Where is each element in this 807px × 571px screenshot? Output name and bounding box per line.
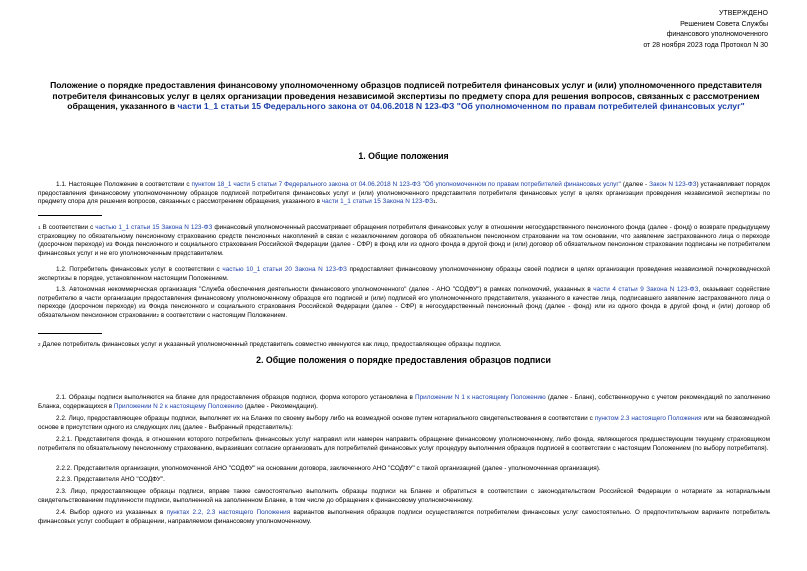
approval-line: Решением Совета Службы bbox=[680, 20, 768, 28]
paragraph-2-2: 2.2. Лицо, предоставляющее образцы подписи, выполняет их на Бланке по своему выбору либо на возмездной основе путем нотариального свидетельствования в соответствии с пунктом 2.3 настоящего Положения или на безвозмездной основе в присутствии одного из следующих лиц (далее - Выбранный представитель): bbox=[38, 415, 770, 431]
footnote-mark: 1 bbox=[38, 225, 41, 230]
law-link[interactable]: частью 10_1 статьи 20 Закона N 123-ФЗ bbox=[222, 266, 347, 273]
law-link[interactable]: частью 1_1 статьи 15 Закона N 123-ФЗ bbox=[95, 224, 213, 231]
law-link[interactable]: части 1_1 статьи 15 Закона N 123-ФЗ bbox=[321, 198, 434, 206]
paragraph-1-1: 1.1. Настоящее Положение в соответствии с пунктом 18_1 части 5 статьи 7 Федерального закона от 04.06.2018 N 123-ФЗ "Об уполномоченном по правам потребителей финансовых услуг" (далее - Закон N 123-ФЗ) устанавливает порядок предоставления финансовому уполномоченному образцов подписей потребителя финансовых услуг и (или) уполномоченного представителя потребителя финансовых услуг в целях организации проведения независимой экспертизы по предмету спора для решения вопросов, связанных с рассмотрением обращения, указанного в части 1_1 статьи 15 Закона N $123-ФЗ^1$. bbox=[38, 181, 771, 206]
paragraph-1-3: 1.3. Автономная некоммерческая организация "Служба обеспечения деятельности финансового уполномоченного" (далее - АНО "СОДФУ") в рамках полномочий, указанных в части 4 статьи 9 Закона N 123-ФЗ, оказывает содействие потребителю в части организации предоставления финансовому уполномоченному образцов его подписей и (или) подписей его уполномоченного представителя, указанного в качестве лица, подписавшего заявление застрахованного лица о переходе (досрочном переходе) из Фонда пенсионного и социального страхования Российской Федерации (далее - СФР) в негосударственный пенсионный фонд (далее - фонд) или из одного фонда в другой фонд и (или) договор об обязательном пенсионном страховании$^2$ в соответствии с настоящим Положением. bbox=[38, 286, 770, 320]
paragraph-2-2-1: 2.2.1. Представителя фонда, в отношении которого потребитель финансовых услуг направил или намерен направить обращение финансовому уполномоченному, либо фонда, являющегося предшествующим текущему страховщиком потребителя по обязательному пенсионному страхованию, выразивших согласие организовать для потребителей финансовых услуг процедуру выполнения образцов подписей в соответствии с настоящим Положением (по выбору потребителя). bbox=[38, 436, 770, 452]
law-link[interactable]: части 4 статьи 9 Закона N 123-ФЗ bbox=[593, 286, 699, 293]
appendix-link[interactable]: Приложении N 2 к настоящему Положению bbox=[113, 402, 243, 410]
paragraph-2-1: 2.1. Образцы подписи выполняются на бланке для предоставления образцов подписи, форма которого установлена в Приложении N 1 к настоящему Положению (далее - Бланк), собственноручно с учетом рекомендаций по заполнению Бланка, содержащихся в Приложении N 2 к настоящему Положению (далее - Рекомендации). bbox=[38, 394, 771, 410]
document-title bbox=[50, 80, 762, 112]
law-link[interactable]: пунктом 18_1 части 5 статьи 7 Федерального закона от 04.06.2018 N 123-ФЗ "Об уполномоченном по правам потребителей финансовых услуг" bbox=[191, 181, 621, 188]
footnote-ref-2[interactable]: 2 bbox=[156, 313, 160, 319]
section-heading-2: 2. Общие положения о порядке предоставления образцов подписи bbox=[256, 355, 551, 365]
appendix-link[interactable]: Приложении N 1 к настоящему Положению bbox=[415, 394, 546, 401]
footnote-divider bbox=[38, 215, 102, 216]
section-heading-1: 1. Общие положения bbox=[358, 151, 449, 161]
paragraph-2-2-2: 2.2.2. Представителя организации, уполномоченной АНО "СОДФУ" на основании договора, заключенного АНО "СОДФУ" с такой организацией (далее - уполномоченная организация). bbox=[56, 465, 601, 472]
footnote-1: $^1$ В соответствии с частью 1_1 статьи 15 Закона N 123-ФЗ финансовый уполномоченный рассматривает обращения потребителя финансовых услуг в отношении негосударственного пенсионного фонда (далее - фонд) о возврате предыдущему страховщику по обязательному пенсионному страхованию средств пенсионных накоплений в связи с незаключением договора об обязательном пенсионном страховании на том основании, что заявление застрахованного лица о переходе (досрочном переходе) из Фонда пенсионного и социального страхования Российской Федерации (далее - СФР) в фонд или из одного фонда в другой фонд и (или) договор об обязательном пенсионном страховании подписаны не потребителем финансовых услуг и не его уполномоченным представителем. bbox=[38, 224, 770, 258]
paragraph-1-2: 1.2. Потребитель финансовых услуг в соответствии с частью 10_1 статьи 20 Закона N 123-ФЗ предоставляет финансовому уполномоченному образцы своей подписи в целях организации проведения независимой почерковедческой экспертизы в порядке, установленном настоящим Положением. bbox=[38, 266, 770, 282]
paragraph-2-3: 2.3. Лицо, предоставляющее образцы подписи, вправе также самостоятельно выполнить образцы подписи на Бланке и обратиться в соответствии с законодательством Российской Федерации о нотариате за нотариальным свидетельствованием подлинности подписи, выполненной на заполненном Бланке, в том числе до обращения к финансовому уполномоченному. bbox=[38, 488, 770, 504]
footnote-divider bbox=[38, 333, 102, 334]
title-law-link[interactable]: части 1_1 статьи 15 Федерального закона от 04.06.2018 N 123-ФЗ "Об уполномоченном по правам потребителей финансовых услуг" bbox=[177, 101, 745, 112]
footnote-ref-1[interactable]: 1 bbox=[433, 199, 436, 205]
footnote-2: $^2$ Далее потребитель финансовых услуг и указанный уполномоченный представитель совместно именуются как лицо, предоставляющее образцы подписи. bbox=[38, 341, 502, 348]
law-link[interactable]: Закон N 123-ФЗ bbox=[649, 181, 697, 188]
paragraph-2-2-3: 2.2.3. Представителя АНО "СОДФУ". bbox=[56, 476, 165, 483]
approval-line: от 28 ноября 2023 года Протокол N 30 bbox=[643, 41, 768, 49]
paragraph-2-4: 2.4. Выбор одного из указанных в пунктах 2.2, 2.3 настоящего Положения вариантов выполнения образцов подписи осуществляется потребителем финансовых услуг самостоятельно. О предпочтительном варианте потребитель финансовых услуг сообщает в обращении, направляемом финансовому уполномоченному. bbox=[38, 509, 770, 525]
footnote-mark: 2 bbox=[38, 342, 41, 347]
clause-link[interactable]: пунктах 2.2, 2.3 настоящего Положения bbox=[166, 509, 291, 516]
approval-line: УТВЕРЖДЕНО bbox=[718, 10, 768, 17]
clause-link[interactable]: пунктом 2.3 настоящего Положения bbox=[594, 415, 702, 422]
approval-line: финансового уполномоченного bbox=[666, 31, 768, 38]
title-text: Положение о порядке предоставления финансовому уполномоченному образцов подписей потребителя финансовых услуг и (или) уполномоченного представителя потребителя финансовых услуг в целях организации проведения независимой экспертизы по предмету спора для решения вопросов, связанных с рассмотрением обращения, указанного в bbox=[50, 80, 762, 112]
approval-block bbox=[643, 9, 768, 51]
